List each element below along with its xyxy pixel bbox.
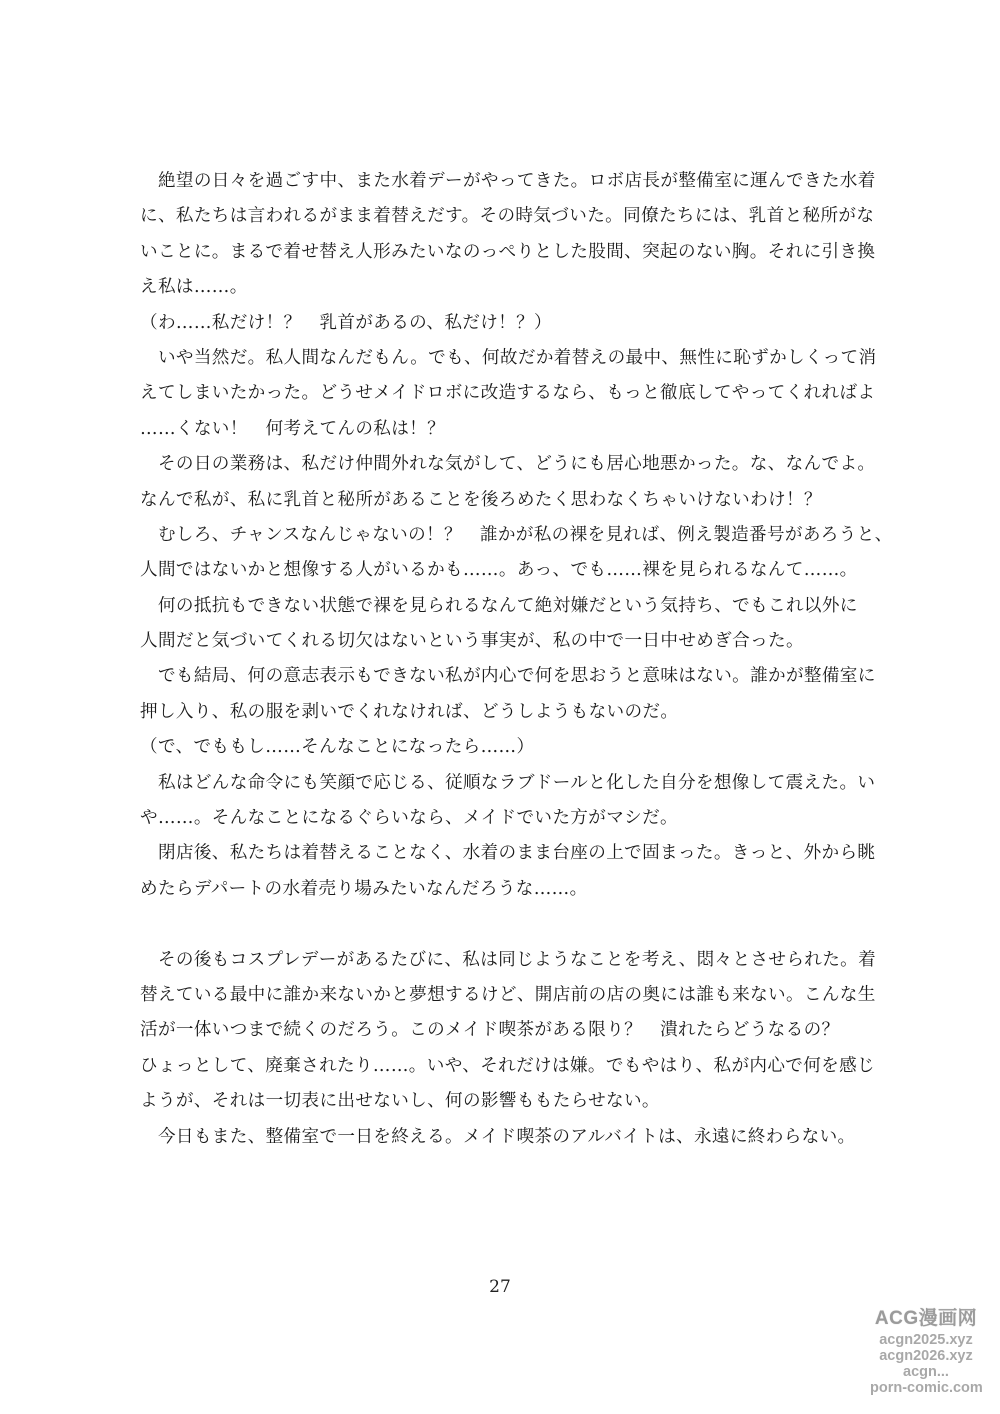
paragraph (140, 306, 870, 341)
text-line: 何の抵抗もできない状態で裸を見られるなんて絶対嫌だという気持ち、でもこれ以外に (140, 595, 858, 616)
text-line: 活が一体いつまで続くのだろう。このメイド喫茶がある限り？ 潰れたらどうなるの？ (140, 1020, 840, 1041)
text-line: えてしまいたかった。どうせメイドロボに改造するなら、もっと徹底してやってくれればよ (140, 383, 876, 404)
text-line: その後もコスプレデーがあるたびに、私は同じようなことを考え、悶々とさせられた。着 (140, 949, 877, 970)
text-line: でも結局、何の意志表示もできない私が内心で何を思おうと意味はない。誰かが整備室に (140, 666, 876, 687)
text-line: え私は……。 (140, 277, 248, 298)
watermark-url: acgn2026.xyz (879, 1348, 973, 1364)
watermark-url: acgn... (903, 1364, 949, 1380)
paragraph (140, 589, 870, 660)
text-line: 人間だと気づいてくれる切欠はないという事実が、私の中で一日中せめぎ合った。 (140, 631, 804, 652)
text-line: 私はどんな命令にも笑顔で応じる、従順なラブドールと化した自分を想像して震えた。い (140, 772, 876, 793)
paragraph (140, 447, 876, 518)
watermark-logo: ACG漫画网 (874, 1308, 978, 1329)
text-line: ひょっとして、廃棄されたり……。いや、それだけは嫌。でもやはり、私が内心で何を感じ (140, 1055, 875, 1076)
watermark-url: acgn2025.xyz (879, 1332, 973, 1348)
text-line: に、私たちは言われるがまま着替えだす。その時気づいた。同僚たちには、乳首と秘所がな (140, 206, 875, 227)
text-line: いや当然だ。私人間なんだもん。でも、何故だか着替えの最中、無性に恥ずかしくって消 (140, 347, 877, 368)
paragraph (140, 943, 877, 1120)
paragraph (140, 1120, 870, 1155)
text-line: や……。そんなことになるぐらいなら、メイドでいた方がマシだ。 (140, 808, 678, 829)
text-line: 今日もまた、整備室で一日を終える。メイド喫茶のアルバイトは、永遠に終わらない。 (140, 1126, 856, 1147)
paragraph (140, 659, 876, 730)
text-line: いことに。まるで着せ替え人形みたいなのっぺりとした股間、突起のない胸。それに引き換 (140, 241, 876, 262)
text-line: 押し入り、私の服を剥いでくれなければ、どうしようもないのだ。 (140, 701, 679, 722)
paragraph (140, 730, 870, 765)
paragraph (140, 164, 876, 306)
watermark (870, 1303, 982, 1396)
text-line: その日の業務は、私だけ仲間外れな気がして、どうにも居心地悪かった。な、なんでよ。 (140, 454, 876, 475)
text-line: 人間ではないかと想像する人がいるかも……。あっ、でも……裸を見られるなんて……。 (140, 560, 858, 581)
main-text (140, 164, 893, 1155)
text-line: （で、でももし……そんなことになったら……） (140, 737, 535, 758)
text-line: 替えている最中に誰か来ないかと夢想するけど、開店前の店の奥には誰も来ない。こんな生 (140, 984, 876, 1005)
text-line: 閉店後、私たちは着替えることなく、水着のまま台座の上で固まった。きっと、外から眺 (140, 843, 876, 864)
page-number: 27 (489, 1277, 511, 1297)
text-line: なんで私が、私に乳首と秘所があることを後ろめたく思わなくちゃいけないわけ！？ (140, 489, 822, 510)
text-line: ……くない！ 何考えてんの私は！？ (140, 418, 446, 439)
paragraph (140, 836, 876, 907)
section-break (140, 907, 870, 942)
text-line: ようが、それは一切表に出せないし、何の影響ももたらせない。 (140, 1091, 660, 1112)
paragraph (140, 518, 893, 589)
watermark-url: porn-comic.com (870, 1380, 983, 1396)
paragraph (140, 766, 876, 837)
text-line: （わ……私だけ！？ 乳首があるの、私だけ！？） (140, 312, 553, 333)
paragraph (140, 341, 877, 447)
text-line: むしろ、チャンスなんじゃないの！？ 誰かが私の裸を見れば、例え製造番号があろうと、 (140, 524, 893, 545)
text-line: 絶望の日々を過ごす中、また水着デーがやってきた。ロボ店長が整備室に運んできた水着 (140, 171, 876, 191)
text-line: めたらデパートの水着売り場みたいなんだろうな……。 (140, 878, 588, 899)
